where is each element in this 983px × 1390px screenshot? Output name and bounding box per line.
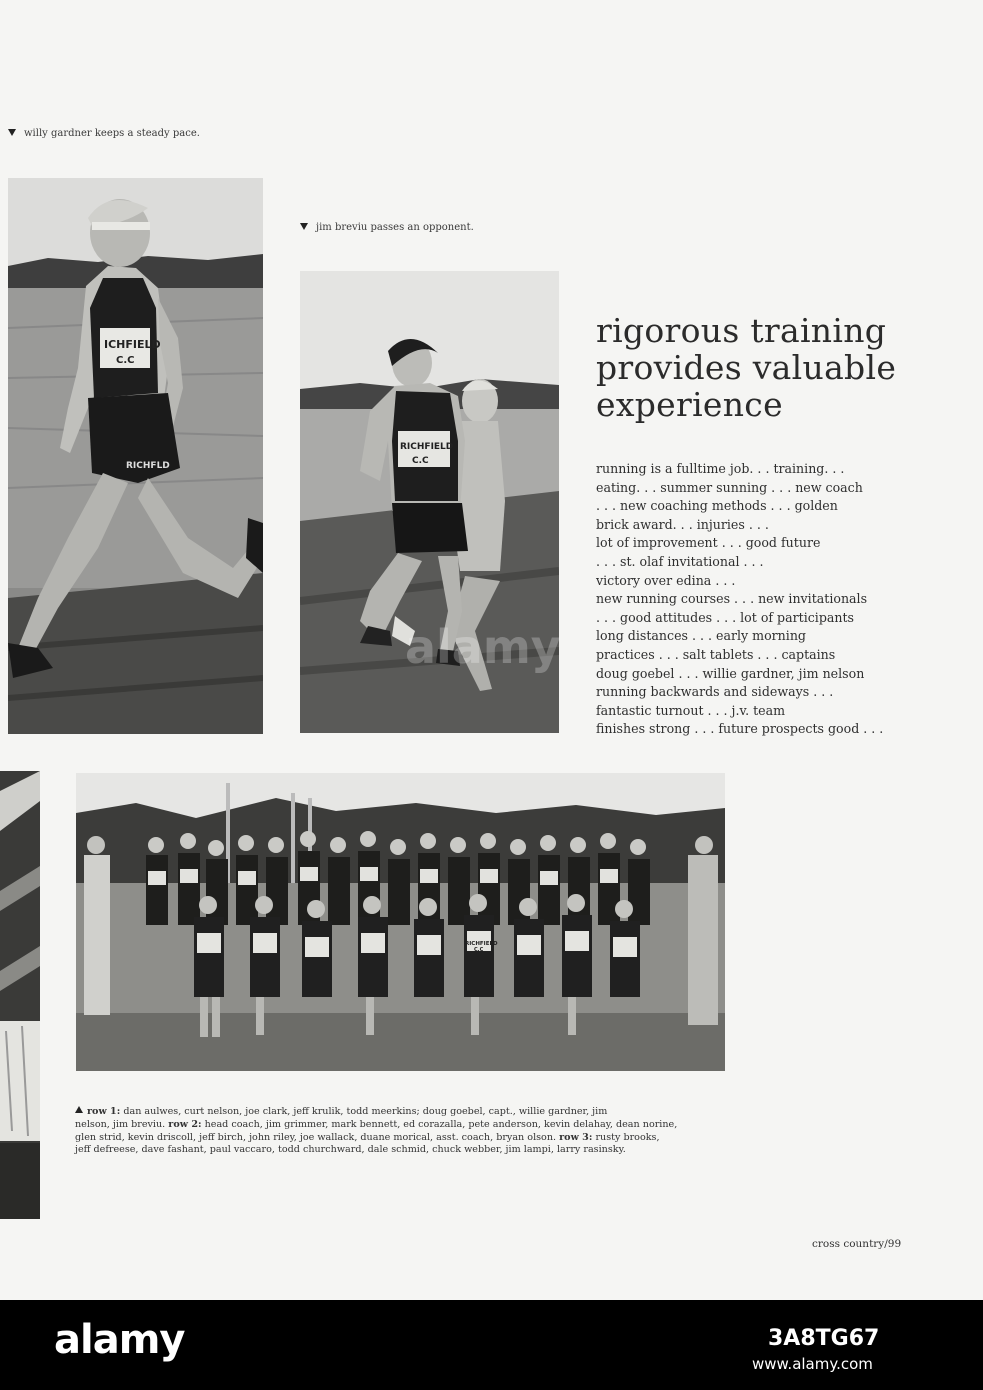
down-triangle-icon <box>300 223 308 230</box>
shorts-lettering: RICHFLD <box>126 461 170 471</box>
photo-team-group <box>76 773 725 1071</box>
watermark: alamy <box>405 620 561 674</box>
headline: rigorous training provides valuable experience <box>596 311 897 424</box>
runner-photo-illustration <box>8 178 263 734</box>
page-number: cross country/99 <box>812 1238 902 1250</box>
team-shirt-lettering: RICHFIELD <box>465 941 498 947</box>
footer-url: www.alamy.com <box>752 1355 873 1373</box>
bleachers-illustration <box>0 771 40 1219</box>
image-id: 3A8TG67 <box>768 1326 880 1351</box>
down-triangle-icon <box>8 129 16 136</box>
team-photo-caption: row 1: dan aulwes, curt nelson, joe clark, jeff krulik, todd meerkins; doug goebel, capt., willie gardner, jim nelson, jim breviu. row 2: head coach, jim grimmer, mark bennett, ed corazalla, pete anderson, kevin delahay, dean norine, glen strid, kevin driscoll, jeff birch, john riley, joe wallack, duane morical, asst. coach, bryan olson. row 3: rusty brooks, jeff defreese, dave fashant, paul vaccaro, todd churchward, dale schmid, chuck webber, jim lampi, larry rasinsky. <box>75 1106 678 1156</box>
caption-jim-breviu: jim breviu passes an opponent. <box>300 222 474 233</box>
team-photo-illustration <box>76 773 725 1071</box>
story-text: running is a fulltime job. . . training. . . eating. . . summer sunning . . . new coach . . . new coaching methods . . . golden brick award. . . injuries . . . lot of improvement . . . good future . . . st. olaf invitational . . . victory over edina . . . new running courses . . . new invitationals . . . good attitudes . . . lot of participants long distances . . . early morning practices . . . salt tablets . . . captains doug goebel . . . willie gardner, jim nelson running backwards and sideways . . . fantastic turnout . . . j.v. team finishes strong . . . future prospects good . . . <box>596 461 884 737</box>
photo-bleachers-edge <box>0 771 40 1219</box>
alamy-logo: alamy <box>54 1317 185 1363</box>
shirt-lettering: ICHFIELD <box>104 338 161 351</box>
shirt-lettering: RICHFIELD <box>400 442 454 452</box>
shirt-lettering-cc: C.C <box>116 355 135 366</box>
photo-willy-gardner <box>8 178 263 734</box>
team-shirt-lettering-cc: C.C <box>474 947 484 953</box>
caption-willy-gardner: willy gardner keeps a steady pace. <box>8 128 200 139</box>
up-triangle-icon <box>75 1106 83 1113</box>
shirt-lettering-cc: C.C <box>412 456 429 466</box>
